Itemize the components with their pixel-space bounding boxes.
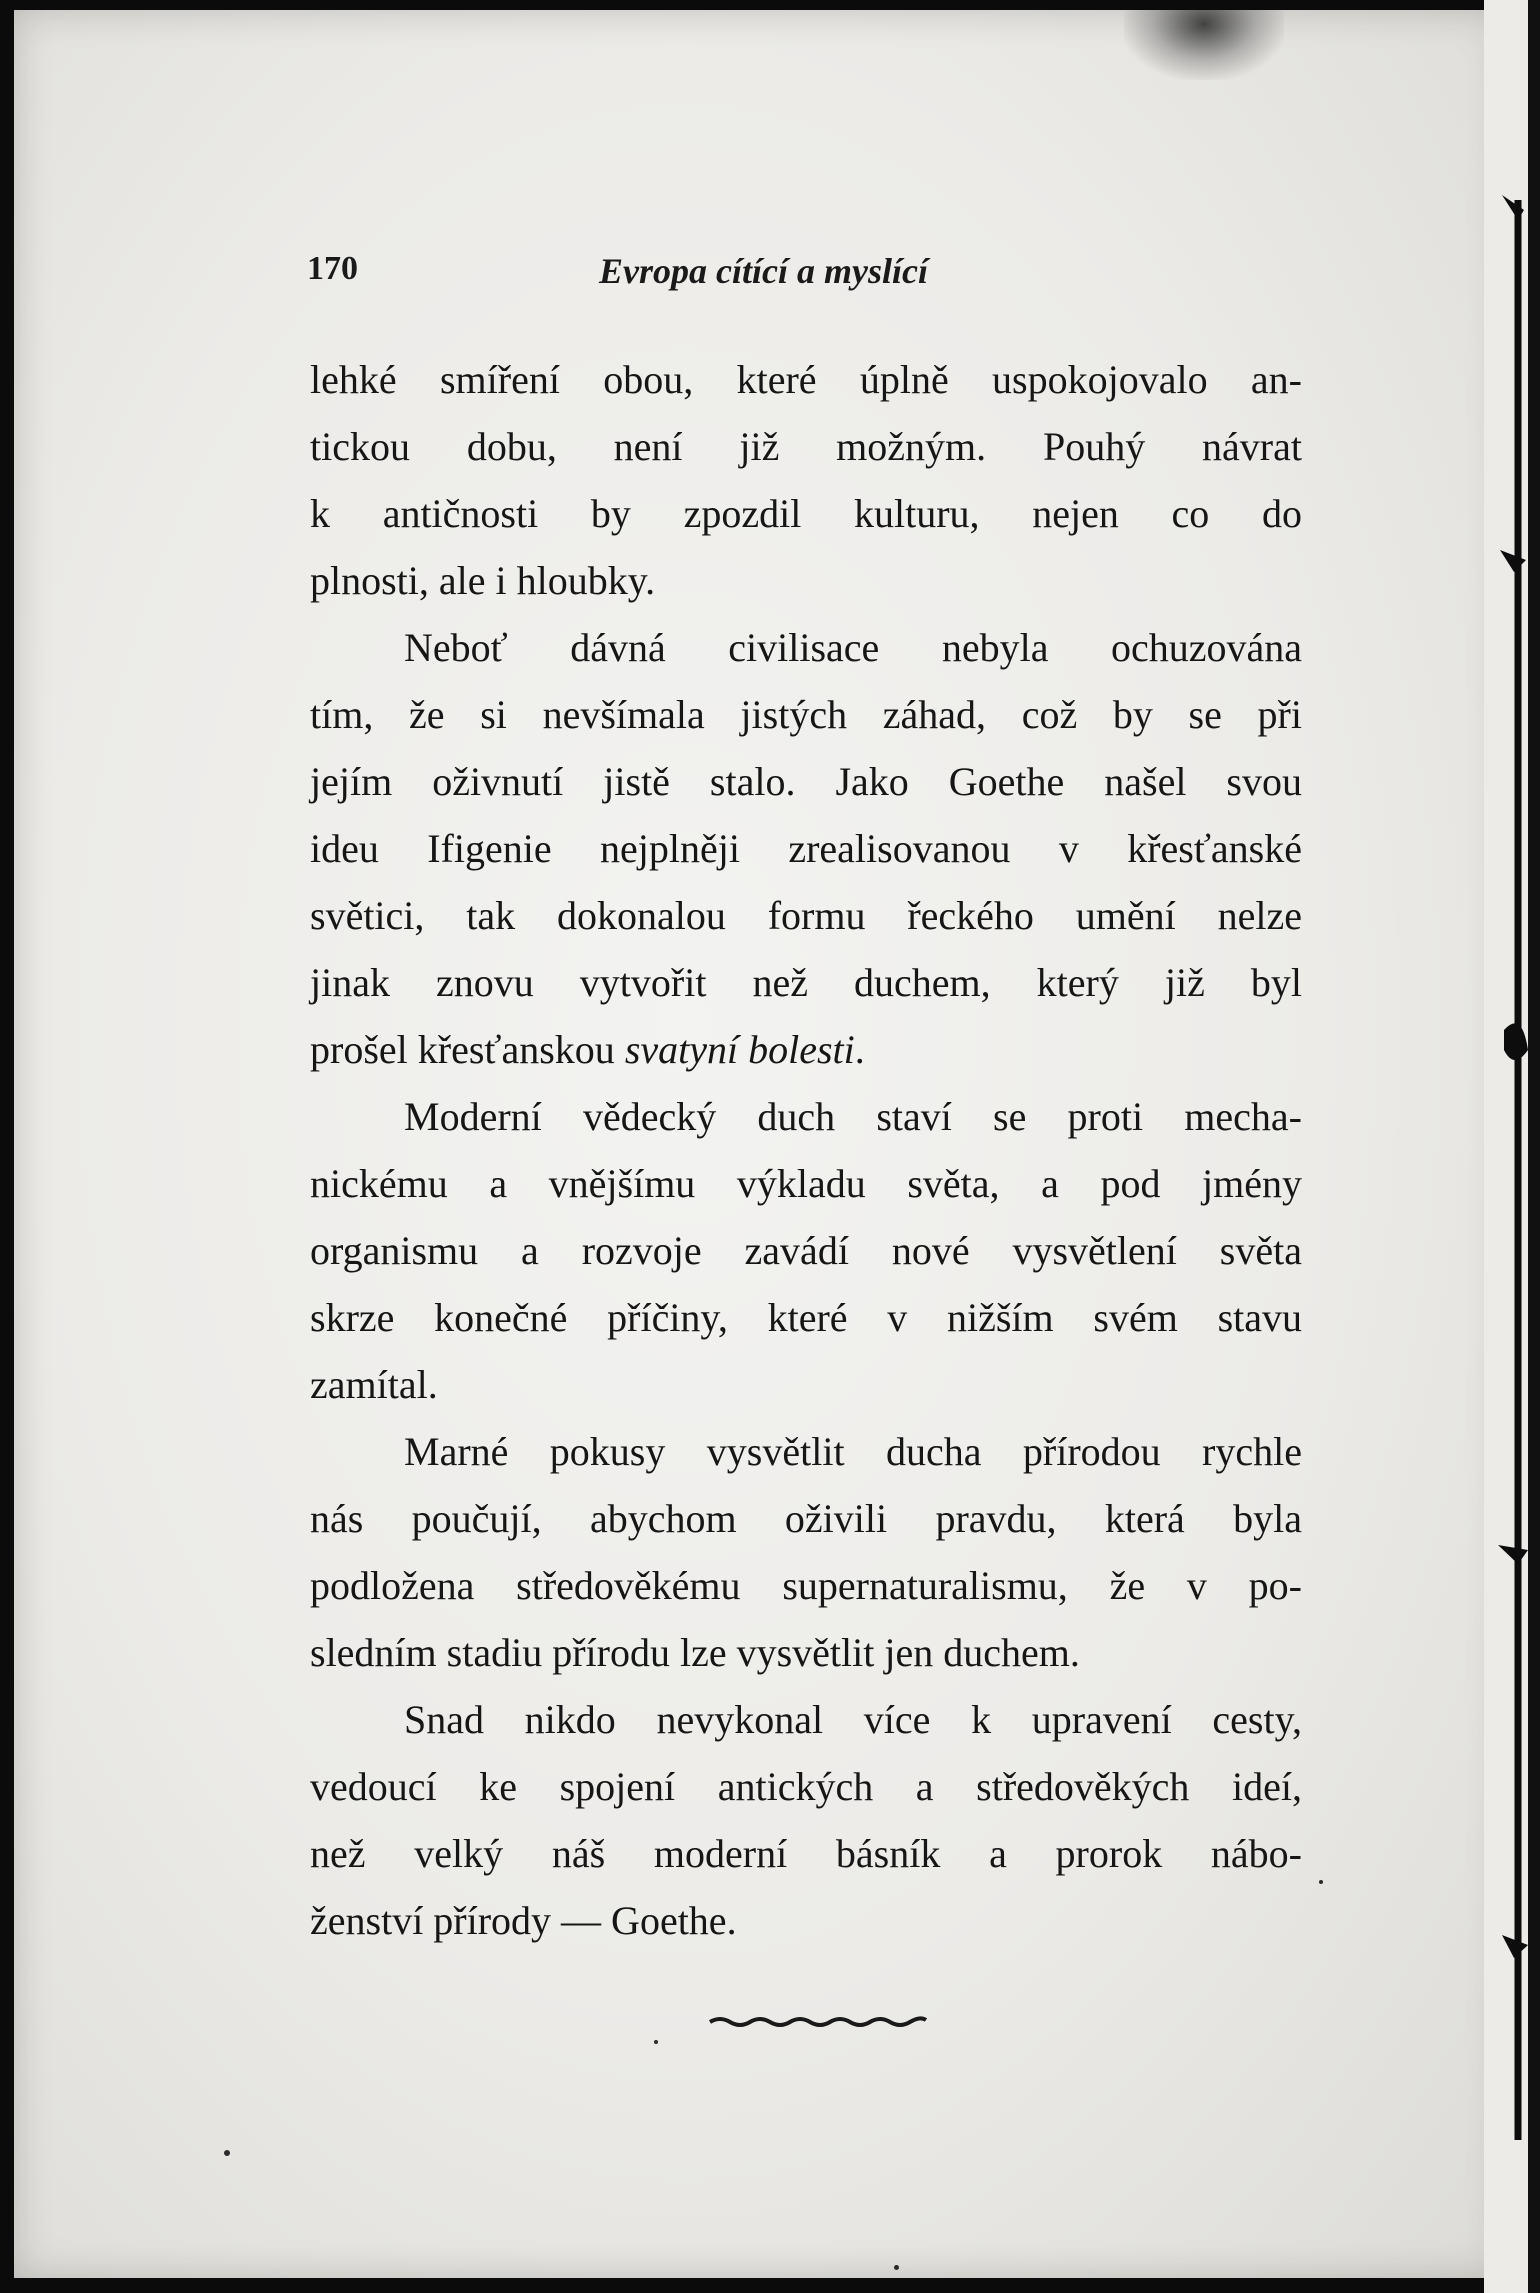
text-line: podložena středověkému supernaturalismu, že v po- xyxy=(310,1563,1302,1608)
dust-speck xyxy=(654,2040,658,2044)
text-line: Moderní vědecký duch staví se proti mecha- xyxy=(404,1094,1302,1139)
text-line: organismu a rozvoje zavádí nové vysvětlení světa xyxy=(310,1228,1302,1273)
text-run: prošel křesťanskou xyxy=(310,1027,625,1072)
running-head xyxy=(307,250,1307,300)
scan-smudge xyxy=(1124,10,1284,80)
text-line: skrze konečné příčiny, které v nižším svém stavu xyxy=(310,1295,1302,1340)
binding-edge-graphic xyxy=(1484,0,1540,2293)
text-line: nickému a vnějšímu výkladu světa, a pod jmény xyxy=(310,1161,1302,1206)
dust-speck xyxy=(224,2150,230,2156)
text-line: lehké smíření obou, které úplně uspokojovalo an- xyxy=(310,357,1302,402)
text-line: plnosti, ale i hloubky. xyxy=(310,558,656,603)
dust-speck xyxy=(894,2265,899,2270)
text-line: jinak znovu vytvořit než duchem, který již byl xyxy=(310,960,1302,1005)
text-line: Marné pokusy vysvětlit ducha přírodou rychle xyxy=(404,1429,1302,1474)
text-line: jejím oživnutí jistě stalo. Jako Goethe našel svou xyxy=(310,759,1302,804)
text-line: nás poučují, abychom oživili pravdu, která byla xyxy=(310,1496,1302,1541)
text-line: než velký náš moderní básník a prorok nábo- xyxy=(310,1831,1302,1876)
text-line: sledním stadiu přírodu lze vysvětlit jen duchem. xyxy=(310,1630,1080,1675)
emphasized-phrase: svatyní bolesti xyxy=(624,1027,855,1072)
text-line-with-emphasis xyxy=(310,1016,1302,1083)
text-line: Snad nikdo nevykonal více k upravení cesty, xyxy=(404,1697,1302,1742)
tailpiece-ornament xyxy=(708,2010,928,2034)
text-line: tickou dobu, není již možným. Pouhý návrat xyxy=(310,424,1302,469)
page-number: 170 xyxy=(307,250,358,287)
text-line: ideu Ifigenie nejplněji zrealisovanou v křesťanské xyxy=(310,826,1302,871)
book-page xyxy=(14,10,1504,2278)
running-title: Evropa cítící a myslící xyxy=(599,251,928,291)
text-line: tím, že si nevšímala jistých záhad, což by se při xyxy=(310,692,1302,737)
text-line: zamítal. xyxy=(310,1362,438,1407)
text-line: Neboť dávná civilisace nebyla ochuzována xyxy=(404,625,1302,670)
text-line: ženství přírody — Goethe. xyxy=(310,1898,737,1943)
text-line: vedoucí ke spojení antických a středověkých ideí, xyxy=(310,1764,1302,1809)
text-line: světici, tak dokonalou formu řeckého umění nelze xyxy=(310,893,1302,938)
body-text xyxy=(310,346,1302,1954)
binding-edge xyxy=(1484,0,1540,2293)
text-line: k antičnosti by zpozdil kulturu, nejen co do xyxy=(310,491,1302,536)
dust-speck xyxy=(1319,1880,1323,1884)
text-run: . xyxy=(854,1027,865,1072)
